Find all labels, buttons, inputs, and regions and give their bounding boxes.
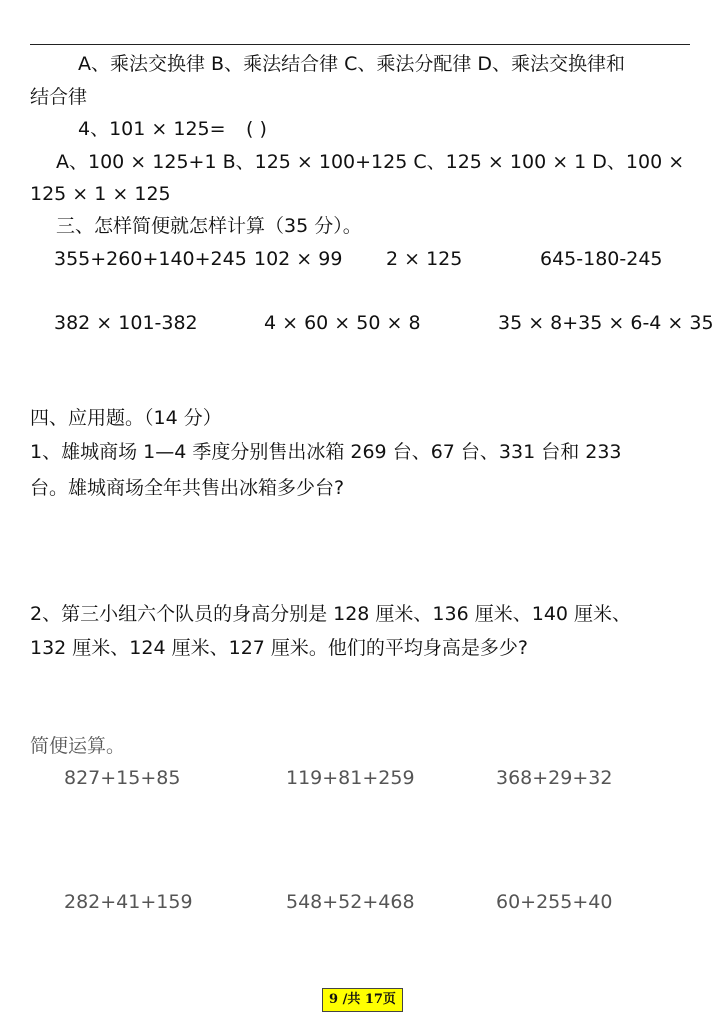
calc-item: 35 × 8+35 × 6-4 × 35 <box>498 312 714 334</box>
q4-options-line-1: A、100 × 125+1 B、125 × 100+125 C、125 × 100 × 1 D、100 × <box>56 151 685 173</box>
simple-calc-item: 282+41+159 <box>64 891 193 913</box>
simple-calc-item: 119+81+259 <box>286 767 415 789</box>
page-number-badge: 9 /共 17页 <box>322 988 403 1012</box>
word-problem-2-line-2: 132 厘米、124 厘米、127 厘米。他们的平均身高是多少? <box>30 637 528 659</box>
word-problem-2-line-1: 2、第三小组六个队员的身高分别是 128 厘米、136 厘米、140 厘米、 <box>30 603 632 625</box>
q4-label: 4、101 × 125= <box>78 118 226 140</box>
q4-answer-blank: ( ) <box>246 118 267 140</box>
calc-item: 355+260+140+245 <box>54 248 247 270</box>
simple-calc-heading: 简便运算。 <box>30 735 126 757</box>
options-line-2: 结合律 <box>30 86 88 108</box>
section3-heading: 三、怎样简便就怎样计算（35 分）。 <box>56 215 362 237</box>
word-problem-1-line-1: 1、雄城商场 1—4 季度分别售出冰箱 269 台、67 台、331 台和 233 <box>30 441 622 463</box>
word-problem-1-line-2: 台。雄城商场全年共售出冰箱多少台? <box>30 477 345 499</box>
calc-item: 4 × 60 × 50 × 8 <box>264 312 421 334</box>
simple-calc-item: 827+15+85 <box>64 767 181 789</box>
calc-item: 382 × 101-382 <box>54 312 198 334</box>
calc-item: 645-180-245 <box>540 248 663 270</box>
calc-item: 102 × 99 <box>254 248 343 270</box>
simple-calc-item: 368+29+32 <box>496 767 613 789</box>
header-rule <box>30 44 690 45</box>
simple-calc-item: 60+255+40 <box>496 891 613 913</box>
calc-item: 2 × 125 <box>386 248 463 270</box>
q4-options-line-2: 125 × 1 × 125 <box>30 183 171 205</box>
section4-heading: 四、应用题。（14 分） <box>30 407 222 429</box>
simple-calc-item: 548+52+468 <box>286 891 415 913</box>
options-line-1: A、乘法交换律 B、乘法结合律 C、乘法分配律 D、乘法交换律和 <box>78 53 626 75</box>
